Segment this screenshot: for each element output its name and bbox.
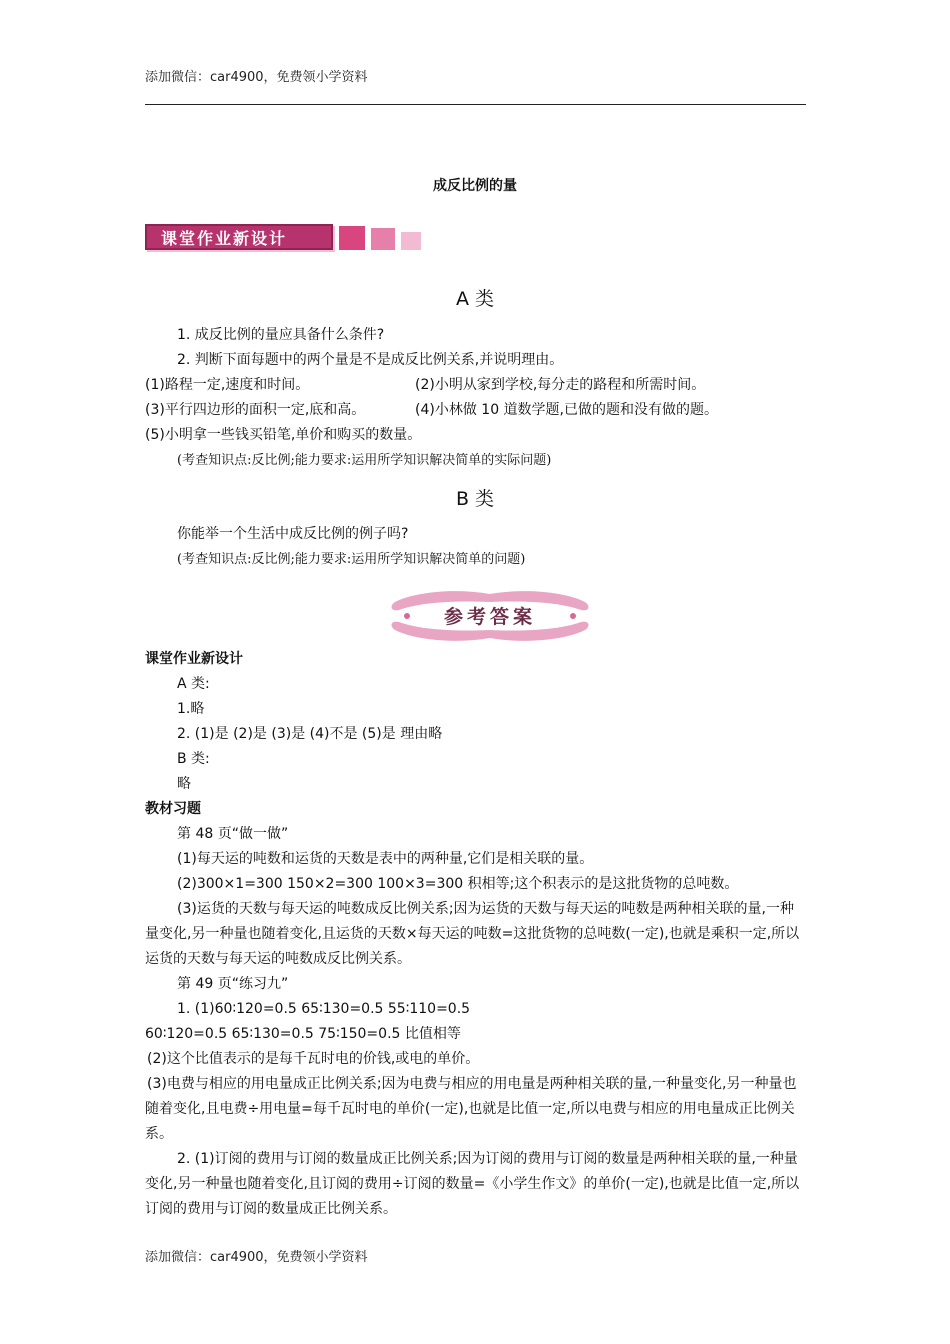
page-footer: 添加微信：car4900，免费领小学资料 [145, 1250, 368, 1265]
banner-square-icon [371, 228, 395, 250]
page-title: 成反比例的量 [433, 178, 517, 194]
item-row [145, 373, 806, 398]
flourish-dot-icon [570, 613, 576, 619]
section-a-body [145, 323, 806, 473]
answer-paragraph: 2. (1)订阅的费用与订阅的数量成正比例关系;因为订阅的费用与订阅的数量是两种相关联的量,一种量变化,另一种量也随着变化,且订阅的费用÷订阅的数量=《小学生作文》的单价(一定),也就是比值一定,所以订阅的费用与订阅的数量成正比例关系。 [145, 1151, 800, 1217]
answer-line: (2)这个比值表示的是每千瓦时电的价钱,或电的单价。 [147, 1051, 480, 1067]
knowledge-note: (考查知识点:反比例;能力要求:运用所学知识解决简单的实际问题) [177, 453, 552, 468]
answers-heading-1: 课堂作业新设计 [145, 651, 243, 667]
list-item: (4)小林做 10 道数学题,已做的题和没有做的题。 [415, 402, 718, 418]
header-rule [145, 104, 806, 105]
list-item: (2)小明从家到学校,每分走的路程和所需时间。 [415, 377, 706, 393]
page-header: 添加微信：car4900，免费领小学资料 [145, 70, 368, 85]
section-a-heading: A 类 [455, 288, 495, 310]
list-item: (3)平行四边形的面积一定,底和高。 [145, 402, 366, 418]
question-2: 2. 判断下面每题中的两个量是不是成反比例关系,并说明理由。 [177, 352, 564, 368]
flourish-dot-icon [404, 613, 410, 619]
list-item: (1)路程一定,速度和时间。 [145, 377, 310, 393]
answers-heading-2: 教材习题 [145, 801, 201, 817]
knowledge-note: (考查知识点:反比例;能力要求:运用所学知识解决简单的问题) [177, 552, 526, 567]
answer-line: A 类: [177, 676, 210, 692]
banner-label: 课堂作业新设计 [145, 224, 333, 250]
answer-banner [385, 588, 595, 644]
item-row [145, 398, 806, 423]
answer-line: 略 [177, 776, 191, 792]
answer-line: 2. (1)是 (2)是 (3)是 (4)不是 (5)是 理由略 [177, 726, 443, 742]
banner-square-icon [339, 226, 365, 250]
answer-line: (2)300×1=300 150×2=300 100×3=300 积相等;这个积表示的是这批货物的总吨数。 [177, 876, 739, 892]
question-b: 你能举一个生活中成反比例的例子吗? [177, 526, 409, 542]
answer-line: 1. (1)60∶120=0.5 65∶130=0.5 55∶110=0.5 [177, 1001, 471, 1017]
answer-line: 第 48 页“做一做” [177, 826, 289, 842]
answer-paragraph: (3)电费与相应的用电量成正比例关系;因为电费与相应的用电量是两种相关联的量,一种量变化,另一种量也随着变化,且电费÷用电量=每千瓦时电的单价(一定),也就是比值一定,所以电费与相应的用电量成正比例关系。 [145, 1076, 797, 1142]
section-b-heading: B 类 [455, 488, 495, 510]
answer-line: B 类: [177, 751, 210, 767]
list-item: (5)小明拿一些钱买铅笔,单价和购买的数量。 [145, 427, 422, 443]
question-1: 1. 成反比例的量应具备什么条件? [177, 327, 385, 343]
section-b-body [145, 522, 806, 572]
answer-line: 60∶120=0.5 65∶130=0.5 75∶150=0.5 比值相等 [145, 1026, 461, 1042]
section-banner [145, 222, 421, 250]
answer-line: (1)每天运的吨数和运货的天数是表中的两种量,它们是相关联的量。 [177, 851, 594, 867]
answer-line: 1.略 [177, 701, 205, 717]
answer-line: 第 49 页“练习九” [177, 976, 289, 992]
banner-square-icon [401, 232, 421, 250]
answers-body [145, 647, 806, 1222]
answer-banner-label: 参考答案 [443, 606, 537, 628]
answer-paragraph: (3)运货的天数与每天运的吨数成反比例关系;因为运货的天数与每天运的吨数是两种相关联的量,一种量变化,另一种量也随着变化,且运货的天数×每天运的吨数=这批货物的总吨数(一定),也就是乘积一定,所以运货的天数与每天运的吨数成反比例关系。 [145, 901, 800, 967]
